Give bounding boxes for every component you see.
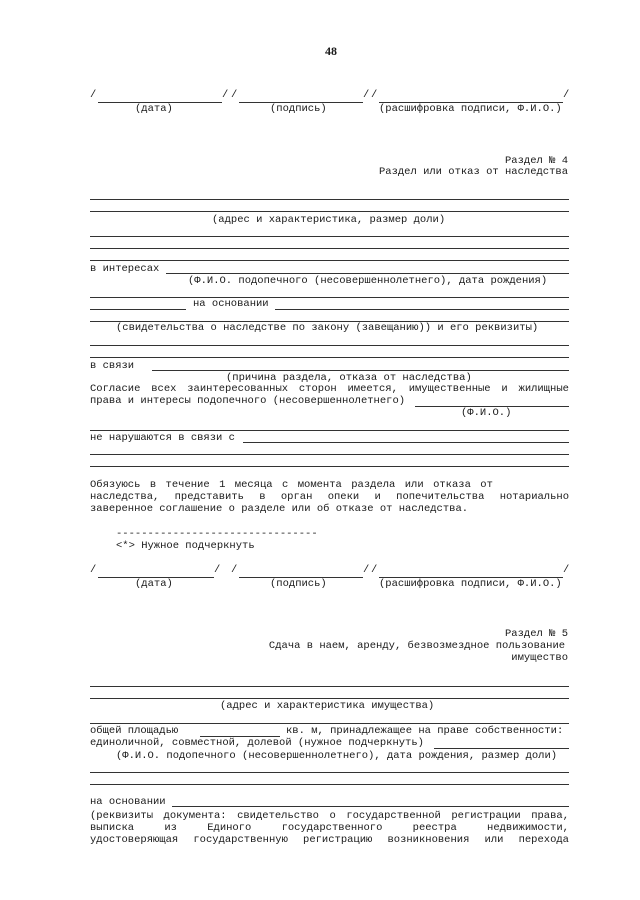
date-caption: (дата) — [135, 103, 173, 115]
obligation-line-3: заверенное соглашение о разделе или об отказе от наследства. — [90, 503, 469, 515]
details-line-2: выписка из Единого государственного реестра недвижимости, — [90, 822, 569, 834]
property-address-caption: (адрес и характеристика имущества) — [220, 700, 435, 712]
obligation-line-1: Обязуюсь в течение 1 месяца с момента раздела или отказа от — [90, 479, 493, 491]
address-caption: (адрес и характеристика, размер доли) — [212, 214, 446, 226]
footnote-text: <*> Нужное подчеркнуть — [116, 540, 255, 552]
signature-caption: (подпись) — [270, 578, 327, 590]
page-number: 48 — [325, 44, 337, 58]
consent-line-2: права и интересы подопечного (несовершеннолетнего) — [90, 395, 406, 407]
decoding-caption: (расшифровка подписи, Ф.И.О.) — [379, 578, 562, 590]
reason-caption: (причина раздела, отказа от наследства) — [226, 372, 472, 384]
consent-line-1: Согласие всех заинтересованных сторон имеется, имущественные и жилищные — [90, 383, 569, 395]
details-line-1: (реквизиты документа: свидетельство о государственной регистрации права, — [90, 810, 569, 822]
fio-caption: (Ф.И.О.) — [461, 407, 512, 419]
on-basis-label: на основании — [193, 298, 269, 310]
section-4-number: Раздел № 4 — [504, 155, 568, 167]
footnote-rule: -------------------------------- — [116, 528, 318, 540]
ward-caption-5: (Ф.И.О. подопечного (несовершеннолетнего), дата рождения, размер доли) — [116, 750, 558, 762]
ownership-label: единоличной, совместной, долевой (нужное подчеркнуть) — [90, 737, 424, 749]
in-interests-label: в интересах — [90, 263, 160, 275]
section-5-title-1: Сдача в наем, аренду, безвозмездное пользование — [268, 640, 566, 652]
ward-caption: (Ф.И.О. подопечного (несовершеннолетнего), дата рождения) — [188, 275, 548, 287]
not-violated-label: не нарушаются в связи с — [90, 432, 235, 444]
area-unit-label: кв. м, принадлежащее на праве собственности: — [286, 725, 564, 737]
on-basis-label-5: на основании — [90, 796, 166, 808]
date-caption: (дата) — [135, 578, 173, 590]
signature-caption: (подпись) — [270, 103, 327, 115]
due-to-label: в связи — [90, 360, 135, 372]
obligation-line-2: наследства, представить в орган опеки и попечительства нотариально — [90, 491, 569, 503]
section-5-number: Раздел № 5 — [504, 628, 568, 640]
certificate-caption: (свидетельства о наследстве по закону (завещанию)) и его реквизиты) — [116, 322, 539, 334]
details-line-3: удостоверяющая государственную регистрацию возникновения или перехода — [90, 834, 569, 846]
decoding-caption: (расшифровка подписи, Ф.И.О.) — [379, 103, 562, 115]
section-5-title-2: имущество — [511, 652, 568, 664]
section-4-title: Раздел или отказ от наследства — [378, 166, 568, 178]
area-label: общей площадью — [90, 725, 179, 737]
